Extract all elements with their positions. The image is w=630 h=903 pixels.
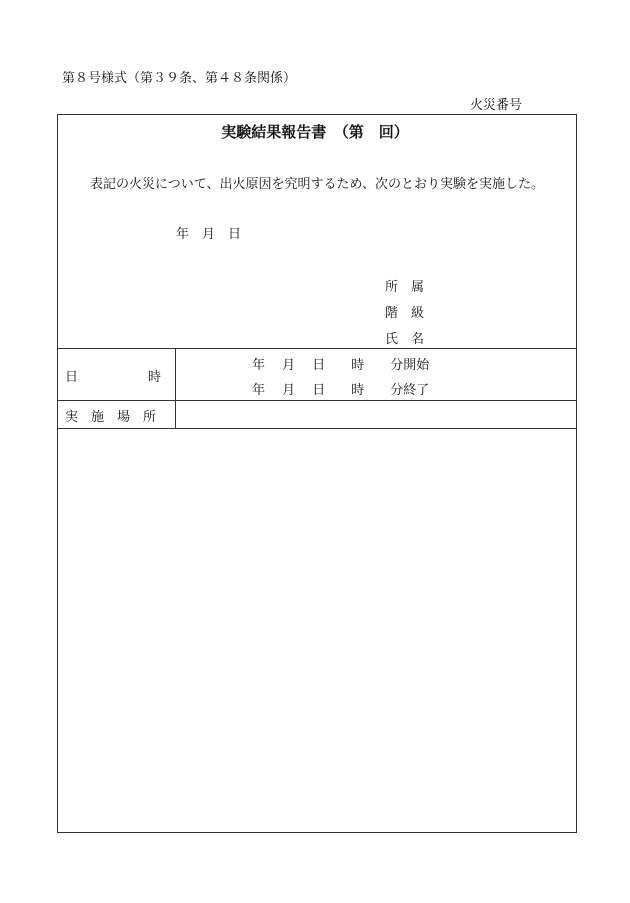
report-date-line: 年 月 日 xyxy=(176,227,242,242)
report-statement: 表記の火災について、出火原因を究明するため、次のとおり実験を実施した。 xyxy=(90,177,544,192)
location-field[interactable] xyxy=(176,401,576,428)
results-field[interactable] xyxy=(58,429,576,832)
form-number: 第８号様式（第３９条、第４８条関係） xyxy=(62,71,297,86)
start-datetime-line: 年 月 日 時 分開始 xyxy=(252,358,430,373)
fire-number-label: 火災番号 xyxy=(470,98,523,113)
affiliation-label: 所 属 xyxy=(385,280,425,295)
divider-datetime-top xyxy=(57,348,577,349)
datetime-label-2: 時 xyxy=(148,370,162,385)
location-label: 実 施 場 所 xyxy=(65,410,157,425)
datetime-label-1: 日 xyxy=(65,370,79,385)
end-datetime-line: 年 月 日 時 分終了 xyxy=(252,383,430,398)
rank-label: 階 級 xyxy=(385,306,425,321)
report-title: 実験結果報告書 （第 回） xyxy=(221,123,409,141)
name-label: 氏 名 xyxy=(385,332,425,347)
